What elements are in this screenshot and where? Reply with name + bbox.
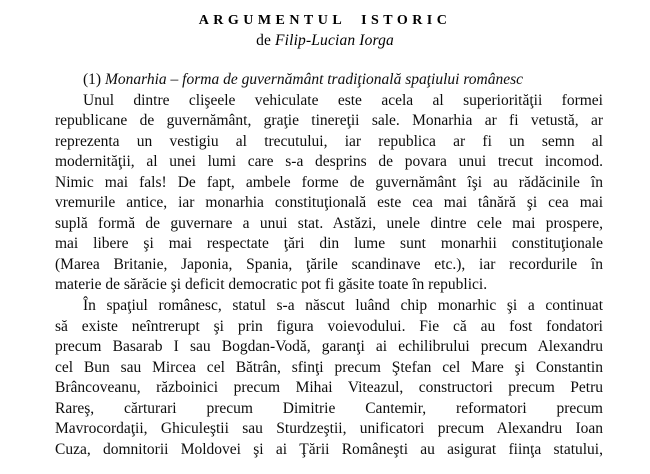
text-segment: precum Basarab I sau Bogdan-Vodă, garanţi ai echilibrului precum Alexandru [55, 338, 603, 356]
text-line [55, 358, 603, 379]
text-line [55, 419, 603, 440]
text-segment: republicane de guvernământ, graţie tinereţii sale. Monarhia ar fi vetustă, ar [55, 112, 603, 130]
text-segment: Mavrocordaţii, Ghiculeştii sau Sturdzeştii, unificatori precum Alexandru Ioan [55, 420, 603, 438]
text-segment: Unul dintre clişeele vehiculate este acela al superiorităţii formei [83, 91, 603, 109]
text-line [55, 91, 603, 112]
text-line [55, 111, 603, 132]
text-line [55, 193, 603, 214]
text-segment: suplă formă de guvernare a unui stat. Astăzi, unele dintre cele mai prospere, [55, 214, 603, 232]
text-line [55, 152, 603, 173]
text-segment: (Marea Britanie, Japonia, Spania, ţările scandinave etc.), iar recordurile în [55, 255, 603, 273]
document-header [0, 12, 650, 50]
text-segment: materie de sărăcie şi deficit democratic pot fi găsite toate în republici. [55, 276, 488, 294]
text-line [55, 440, 603, 461]
text-line [55, 132, 603, 153]
text-segment: Cuza, domnitorii Moldovei şi ai Ţării Româneşti au asigurat fiinţa statului, [55, 440, 603, 458]
byline-prefix: de [256, 32, 276, 49]
text-segment: În spaţiul românesc, statul s-a născut luând chip monarhic şi a continuat [83, 297, 603, 315]
page-title: ARGUMENTUL ISTORIC [198, 13, 452, 28]
text-line [55, 296, 603, 317]
byline [0, 31, 650, 50]
text-line [55, 173, 603, 194]
document-body [55, 70, 603, 460]
text-segment: reprezenta un vestigiu al trecutului, iar republica ar fi un semn al [55, 132, 603, 150]
text-line [55, 399, 603, 420]
text-line [55, 255, 603, 276]
text-line [55, 275, 603, 296]
text-segment: (1) [83, 71, 105, 88]
text-segment: Nimic mai fals! De fapt, ambele forme de guvernământ îşi au rădăcinile în [55, 173, 603, 191]
text-segment: Brâncoveanu, războinici precum Mihai Viteazul, constructori precum Petru [55, 379, 603, 397]
byline-author: Filip-Lucian Iorga [275, 32, 394, 49]
text-segment: să existe neîntrerupt şi prin figura voievodului. Fie că au fost fondatori [55, 317, 603, 335]
text-line [55, 234, 603, 255]
text-line [55, 70, 603, 91]
text-segment: mai libere şi mai respectate ţări din lume sunt monarhii constituţionale [55, 235, 603, 253]
text-segment: modernităţii, al unei lumi care s-a desprins de povara unui trecut incomod. [55, 153, 603, 171]
text-line [55, 378, 603, 399]
text-line [55, 317, 603, 338]
text-segment: Rareş, cărturari precum Dimitrie Cantemir, reformatori precum [55, 399, 603, 417]
italic-text-segment: Monarhia – forma de guvernământ tradiţională spaţiului românesc [104, 71, 524, 88]
text-segment: cel Bun sau Mircea cel Bătrân, sfinţi precum Ştefan cel Mare şi Constantin [55, 358, 603, 376]
text-line [55, 337, 603, 358]
text-segment: vremurile antice, iar monarhia constituţională este cea mai tânără şi cea mai [55, 194, 603, 212]
text-line [55, 214, 603, 235]
